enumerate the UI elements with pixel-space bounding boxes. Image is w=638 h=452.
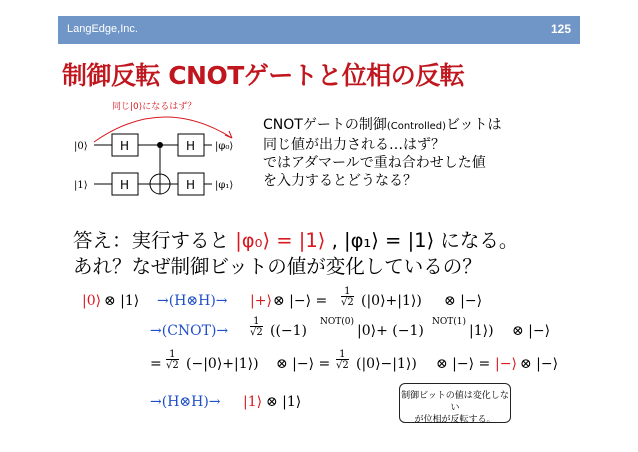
deriv-l1-minus: ⊗ |−⟩ = bbox=[273, 293, 328, 309]
slide-title: 制御反転 CNOTゲートと位相の反転 bbox=[62, 61, 465, 90]
note-line2: が位相が反転する。 bbox=[414, 415, 496, 425]
output-bottom-label: |φ₁⟩ bbox=[215, 180, 234, 191]
deriv-l4-ket1: |1⟩ bbox=[243, 394, 263, 410]
desc-line1b: (Controlled) bbox=[386, 121, 447, 132]
deriv-l1-hh: →(H⊗H)→ bbox=[157, 293, 228, 309]
deriv-l4-hh: →(H⊗H)→ bbox=[150, 394, 221, 410]
deriv-l3-minus: |−⟩ bbox=[495, 356, 517, 372]
input-top-label: |0⟩ bbox=[74, 141, 88, 152]
frac-num: 1 bbox=[344, 286, 351, 297]
frac-den: √2 bbox=[336, 360, 349, 371]
fraction bbox=[166, 349, 179, 371]
fraction bbox=[250, 316, 263, 338]
h-gate-label: H bbox=[186, 139, 196, 153]
answer-question: あれ？なぜ制御ビットの値が変化しているの？ bbox=[73, 255, 482, 278]
company-name: LangEdge,Inc. bbox=[67, 23, 138, 35]
fraction bbox=[341, 286, 354, 308]
deriv-l2-ket1: |1⟩) bbox=[469, 323, 494, 339]
deriv-l1-tensor: ⊗ |1⟩ bbox=[104, 293, 140, 309]
deriv-l2-cnot: →(CNOT)→ bbox=[150, 323, 229, 339]
answer-prefix: 答え：実行すると bbox=[73, 229, 236, 252]
input-bottom-label: |1⟩ bbox=[74, 180, 88, 191]
deriv-l2-exp0: NOT(0) bbox=[320, 317, 355, 327]
fraction bbox=[336, 349, 349, 371]
frac-den: √2 bbox=[250, 327, 263, 338]
deriv-l3-diff: (|0⟩−|1⟩) bbox=[356, 356, 417, 372]
answer-phi0: |φ₀⟩ = |1⟩ bbox=[235, 229, 326, 252]
h-gate-label: H bbox=[186, 178, 196, 192]
desc-line3: ではアダマールで重ね合わせした値 bbox=[263, 155, 486, 171]
note-line1: 制御ビットの値は変化しない bbox=[401, 391, 509, 413]
deriv-l3-tail: ⊗ |−⟩ bbox=[520, 356, 559, 372]
answer-suffix: になる。 bbox=[434, 229, 519, 252]
desc-line1c: ビットは bbox=[446, 117, 502, 133]
frac-den: √2 bbox=[166, 360, 179, 371]
page-number: 125 bbox=[550, 22, 571, 36]
output-top-label: |φ₀⟩ bbox=[215, 141, 234, 152]
frac-num: 1 bbox=[253, 316, 260, 327]
deriv-l1-ket0: |0⟩ bbox=[82, 293, 102, 309]
deriv-l2-open: ((−1) bbox=[270, 323, 308, 339]
deriv-l4-tail: ⊗ |1⟩ bbox=[266, 394, 302, 410]
deriv-l2-mid: |0⟩+ (−1) bbox=[357, 323, 424, 339]
deriv-l1-sum: (|0⟩+|1⟩) bbox=[361, 293, 422, 309]
deriv-l1-plus: |+⟩ bbox=[250, 293, 272, 309]
deriv-l3-neg: (−|0⟩+|1⟩) bbox=[186, 356, 259, 372]
h-gate-label: H bbox=[120, 178, 130, 192]
desc-line4: を入力するとどうなる？ bbox=[263, 173, 417, 189]
arc-label: 同じ|0⟩になるはず？ bbox=[112, 102, 197, 112]
deriv-l3-mid2: ⊗ |−⟩ = bbox=[436, 356, 491, 372]
answer-phi1: |φ₁⟩ = |1⟩ bbox=[344, 229, 435, 252]
desc-line2: 同じ値が出力される…はず？ bbox=[263, 137, 445, 153]
deriv-l3-mid: ⊗ |−⟩ = bbox=[276, 356, 331, 372]
frac-num: 1 bbox=[339, 349, 346, 360]
desc-line1a: CNOTゲートの制御 bbox=[263, 117, 387, 133]
deriv-l2-exp1: NOT(1) bbox=[432, 317, 467, 327]
deriv-l2-tail: ⊗ |−⟩ bbox=[512, 323, 551, 339]
callout-note bbox=[399, 383, 511, 423]
deriv-l3-eq: = bbox=[150, 356, 162, 372]
h-gate-label: H bbox=[120, 139, 130, 153]
frac-den: √2 bbox=[341, 297, 354, 308]
deriv-l1-tail: ⊗ |−⟩ bbox=[444, 293, 483, 309]
frac-num: 1 bbox=[169, 349, 176, 360]
answer-sep: , bbox=[325, 229, 344, 252]
